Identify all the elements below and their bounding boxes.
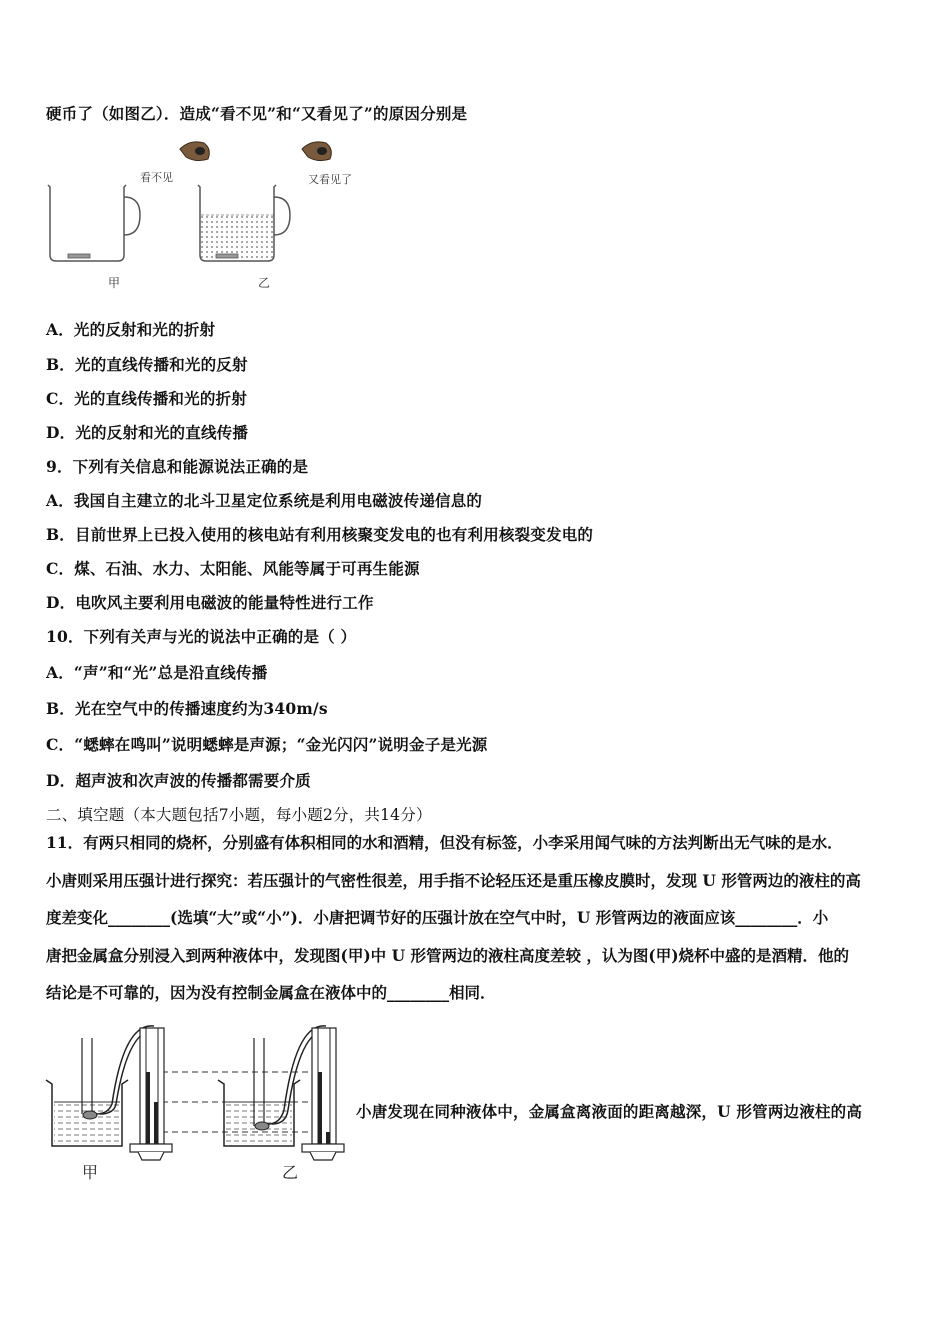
q11-line: 11．有两只相同的烧杯，分别盛有体积相同的水和酒精，但没有标签，小李采用闻气味的方法判断出无气味的是水． — [46, 833, 843, 852]
q11-line: 唐把金属盒分别浸入到两种液体中，发现图(甲)中 U 形管两边的液柱高度差较 ，认为图(甲)烧杯中盛的是酒精．他的 — [46, 945, 850, 965]
beaker-jia — [46, 1026, 154, 1146]
coin-left — [68, 254, 90, 258]
coin-right — [216, 254, 238, 258]
beaker-left — [48, 185, 140, 261]
figure2-label-left: 甲 — [82, 1163, 99, 1182]
eye-icon — [302, 142, 331, 161]
figure1-label-right: 乙 — [258, 276, 271, 290]
figure-beakers-eye — [40, 135, 380, 300]
q10-stem: 10．下列有关声与光的说法中正确的是（ ） — [46, 627, 357, 646]
figure2-label-right: 乙 — [282, 1163, 299, 1182]
intro-line: 硬币了（如图乙）．造成“看不见”和“又看见了”的原因分别是 — [46, 104, 468, 123]
q10-option-b: B．光在空气中的传播速度约为340m/s — [46, 699, 328, 718]
q11-line: 小唐则采用压强计进行探究：若压强计的气密性很差，用手指不论轻压还是重压橡皮膜时，发现 U 形管两边的液柱的高 — [46, 870, 861, 890]
figure-pressure-gauges — [42, 1018, 352, 1188]
q11-stem — [46, 824, 906, 1012]
q9-stem: 9．下列有关信息和能源说法正确的是 — [46, 457, 309, 476]
q10-option-a: A．“声”和“光”总是沿直线传播 — [46, 663, 268, 682]
q8-option-d: D．光的反射和光的直线传播 — [46, 423, 249, 442]
q9-option-d: D．电吹风主要利用电磁波的能量特性进行工作 — [46, 593, 374, 612]
eye-label-left: 看不见 — [140, 171, 173, 184]
q10-option-d: D．超声波和次声波的传播都需要介质 — [46, 771, 311, 790]
q8-option-b: B．光的直线传播和光的反射 — [46, 355, 248, 374]
eye-label-right: 又看见了 — [308, 173, 352, 186]
q9-option-a: A．我国自主建立的北斗卫星定位系统是利用电磁波传递信息的 — [46, 491, 483, 510]
q8-option-c: C．光的直线传播和光的折射 — [46, 389, 247, 408]
u-tube-jia — [130, 1028, 172, 1160]
eye-icon — [180, 142, 209, 161]
q9-option-c: C．煤、石油、水力、太阳能、风能等属于可再生能源 — [46, 559, 420, 578]
q11-line: 度差变化________(选填“大”或“小”)．小唐把调节好的压强计放在空气中时，U 形管两边的液面应该________．小 — [46, 908, 829, 928]
beaker-yi — [218, 1026, 326, 1146]
figure2-caption: 小唐发现在同种液体中，金属盒离液面的距离越深，U 形管两边液柱的高 — [356, 1102, 863, 1121]
section-title: 二、填空题（本大题包括7小题，每小题2分，共14分） — [46, 806, 432, 824]
q11-line: 结论是不可靠的，因为没有控制金属盒在液体中的________相同． — [46, 983, 496, 1003]
q10-option-c: C．“蟋蟀在鸣叫”说明蟋蟀是声源；“金光闪闪”说明金子是光源 — [46, 735, 488, 754]
figure1-label-left: 甲 — [108, 276, 121, 290]
beaker-right — [198, 185, 290, 261]
q8-option-a: A．光的反射和光的折射 — [46, 320, 216, 339]
u-tube-yi — [302, 1028, 344, 1160]
q9-option-b: B．目前世界上已投入使用的核电站有利用核聚变发电的也有利用核裂变发电的 — [46, 525, 594, 544]
